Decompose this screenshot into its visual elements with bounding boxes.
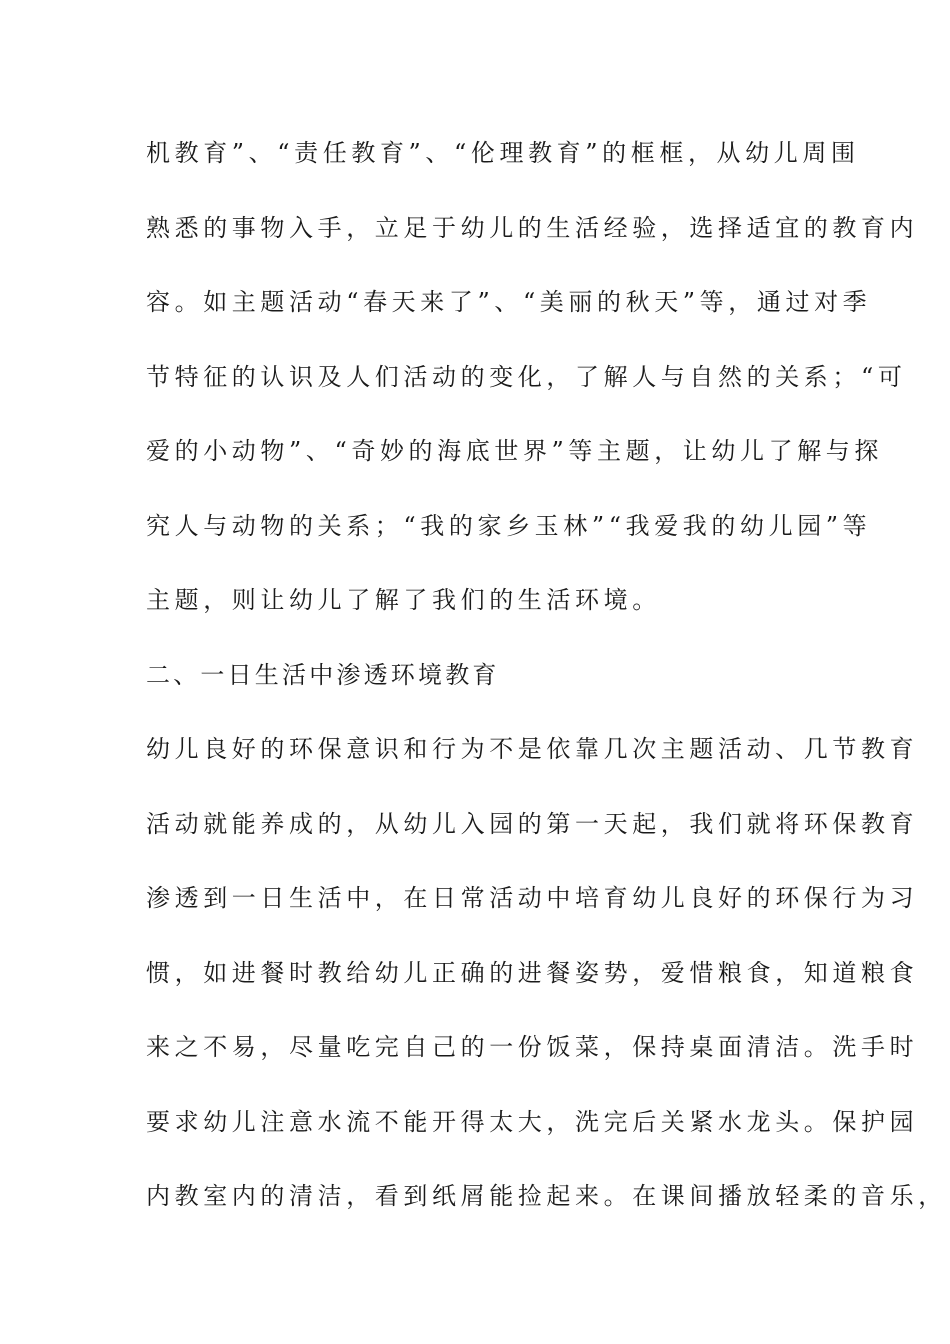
paragraph-line: 爱的小动物”、“奇妙的海底世界”等主题，让幼儿了解与探 — [146, 437, 884, 465]
section-heading: 二、一日生活中渗透环境教育 — [146, 660, 500, 689]
paragraph-line: 来之不易，尽量吃完自己的一份饭菜，保持桌面清洁。洗手时 — [146, 1033, 919, 1061]
paragraph-line: 幼儿良好的环保意识和行为不是依靠几次主题活动、几节教育 — [146, 735, 919, 763]
paragraph-line: 渗透到一日生活中，在日常活动中培育幼儿良好的环保行为习 — [146, 884, 919, 912]
paragraph-line: 究人与动物的关系；“我的家乡玉林”“我爱我的幼儿园”等 — [146, 511, 872, 540]
paragraph-line: 惯，如进餐时教给幼儿正确的进餐姿势，爱惜粮食，知道粮食 — [146, 958, 919, 987]
paragraph-line: 容。如主题活动“春天来了”、“美丽的秋天”等，通过对季 — [146, 288, 872, 316]
paragraph-line: 要求幼儿注意水流不能开得太大，洗完后关紧水龙头。保护园 — [146, 1107, 919, 1136]
paragraph-line: 活动就能养成的，从幼儿入园的第一天起，我们就将环保教育 — [146, 809, 919, 838]
document-body — [146, 128, 947, 1246]
paragraph-line: 主题，则让幼儿了解了我们的生活环境。 — [146, 586, 661, 614]
paragraph-line: 节特征的认识及人们活动的变化，了解人与自然的关系；“可 — [146, 362, 907, 391]
paragraph-line: 熟悉的事物入手，立足于幼儿的生活经验，选择适宜的教育内 — [146, 213, 919, 242]
paragraph-line: 内教室内的清洁，看到纸屑能捡起来。在课间播放轻柔的音乐， — [146, 1182, 947, 1210]
paragraph-line: 机教育”、“责任教育”、“伦理教育”的框框，从幼儿周围 — [146, 139, 860, 167]
